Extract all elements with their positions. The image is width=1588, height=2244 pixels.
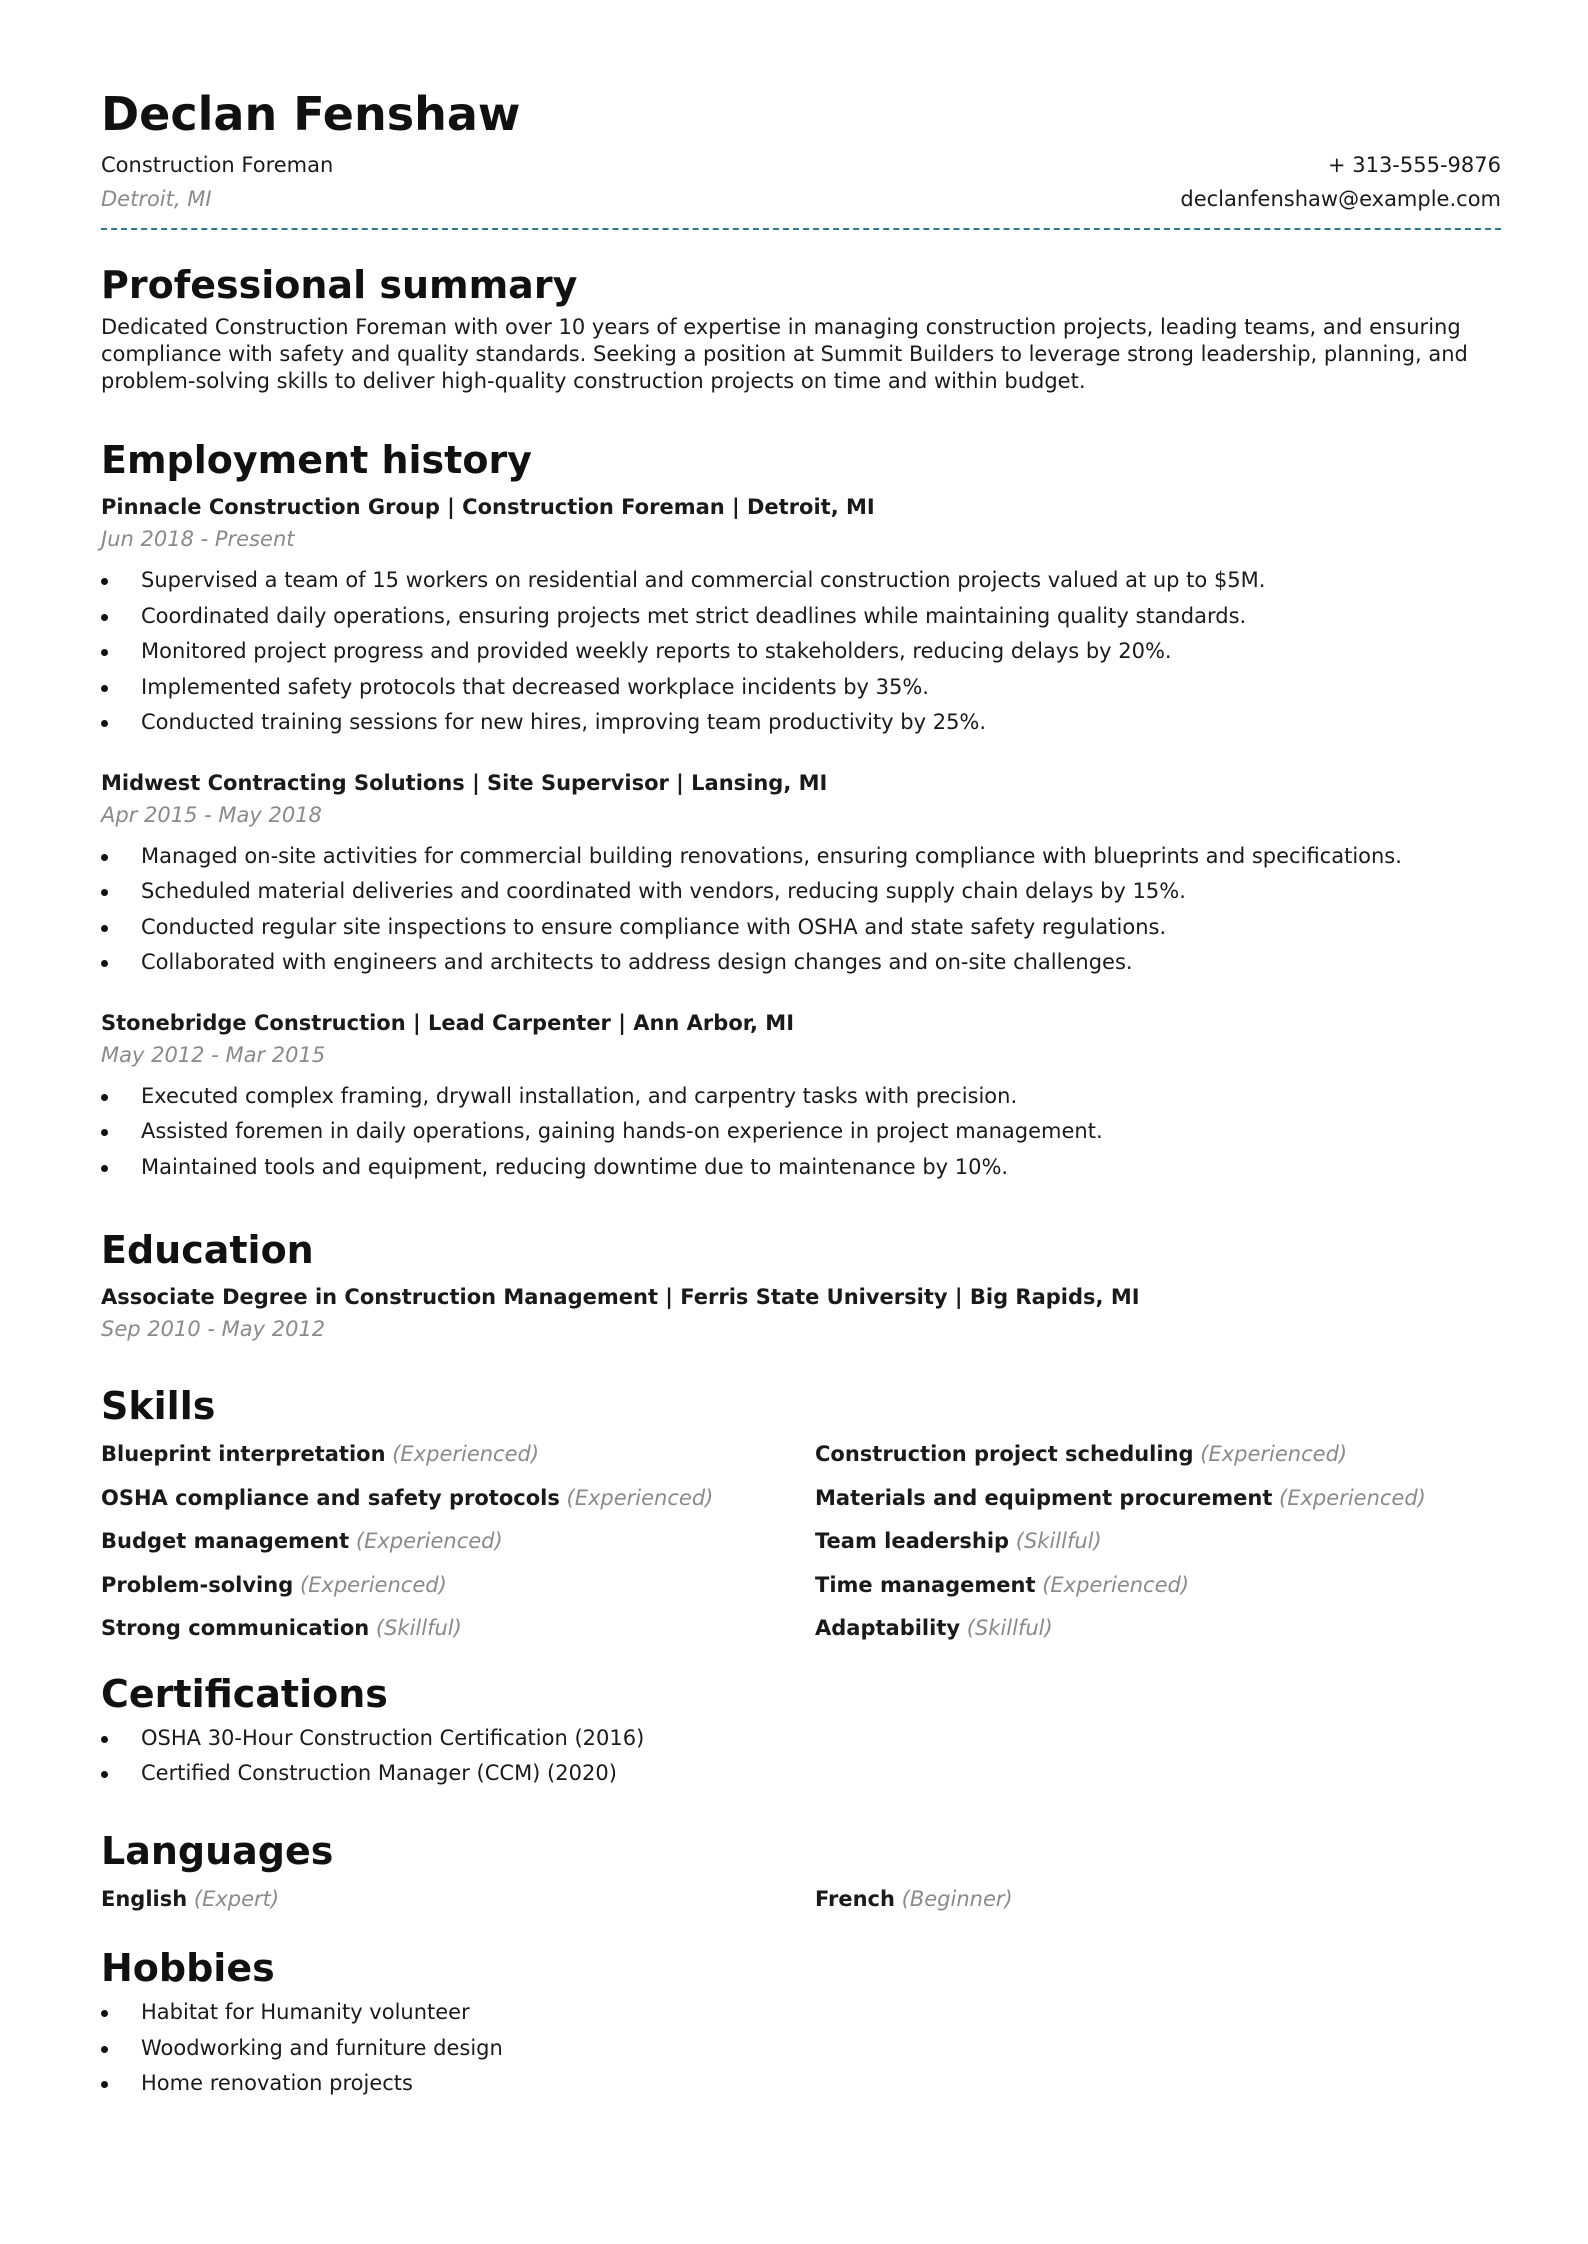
skill-level: (Experienced) [1279,1485,1426,1510]
language-name: French [815,1886,895,1911]
skill-item [101,1564,815,1608]
contact-row-2 [101,182,1501,216]
candidate-name: Declan Fenshaw [101,87,521,141]
summary-section [101,260,1501,395]
job-entry [101,491,1501,741]
skill-level: (Experienced) [1200,1442,1348,1466]
resume-header [101,82,1501,230]
language-level: (Expert) [193,1886,280,1911]
job-entry-title: Pinnacle Construction Group | Construction Foreman | Detroit, MI [101,495,875,519]
skill-name: Budget management [101,1529,350,1553]
skill-item [815,1477,1501,1521]
skill-level: (Skillful) [1015,1529,1102,1553]
certifications-list [101,1721,1501,1792]
skill-level: (Experienced) [355,1529,503,1553]
skill-item [101,1477,815,1521]
bullet-item: Assisted foremen in daily operations, gaining hands-on experience in project management. [101,1114,1501,1150]
language-item [815,1878,1501,1922]
education-section [101,1225,1501,1345]
bullet-item: Supervised a team of 15 workers on residential and commercial construction projects valued at up to $5M. [101,563,1501,599]
bullet-item: Conducted regular site inspections to ensure compliance with OSHA and state safety regulations. [101,910,1501,946]
summary-text: Dedicated Construction Foreman with over 10 years of expertise in managing construction projects, leading teams, and ensuring compliance with safety and quality standards. Seeking a position at Summit Builders to leverage strong leadership, planning, and problem-solving skills to deliver high-quality construction projects on time and within budget. [101,315,1468,393]
skills-section [101,1381,1501,1651]
job-entry-dates: Apr 2015 - May 2018 [101,802,322,827]
hobby-item: Home renovation projects [101,2066,1501,2102]
bullet-item: Monitored project progress and provided weekly reports to stakeholders, reducing delays by 20%. [101,634,1501,670]
skill-name: Adaptability [815,1616,961,1640]
job-bullets [101,1079,1501,1186]
employment-heading: Employment history [101,438,532,482]
skill-level: (Experienced) [566,1485,714,1510]
header-divider [101,228,1501,230]
skill-item [815,1564,1501,1608]
job-title: Construction Foreman [101,153,334,177]
skill-level: (Experienced) [392,1442,540,1466]
languages-grid [101,1878,1501,1922]
bullet-item: Conducted training sessions for new hires, improving team productivity by 25%. [101,705,1501,741]
job-entry [101,1007,1501,1186]
skill-level: (Experienced) [299,1572,447,1597]
languages-heading: Languages [101,1828,334,1873]
contact-block [101,148,1501,216]
hobby-item: Habitat for Humanity volunteer [101,1995,1501,2031]
skill-name: OSHA compliance and safety protocols [101,1485,560,1510]
bullet-item: Collaborated with engineers and architects to address design changes and on-site challenges. [101,945,1501,981]
hobby-item: Woodworking and furniture design [101,2031,1501,2067]
skill-item [815,1433,1501,1477]
bullet-item: Implemented safety protocols that decreased workplace incidents by 35%. [101,670,1501,706]
job-bullets [101,563,1501,741]
bullet-item: Executed complex framing, drywall installation, and carpentry tasks with precision. [101,1079,1501,1115]
skill-name: Time management [815,1572,1036,1597]
contact-row-1 [101,148,1501,182]
job-entry-dates: Jun 2018 - Present [101,527,295,551]
skill-name: Team leadership [815,1529,1010,1553]
skills-grid [101,1433,1501,1651]
language-level: (Beginner) [901,1886,1013,1911]
education-title: Associate Degree in Construction Management | Ferris State University | Big Rapids, MI [101,1285,1140,1309]
education-dates: Sep 2010 - May 2012 [101,1317,326,1341]
phone-number: + 313-555-9876 [1327,153,1501,177]
education-heading: Education [101,1228,314,1272]
skill-item [101,1433,815,1477]
languages-section [101,1826,1501,1922]
summary-heading: Professional summary [101,263,578,307]
skill-name: Materials and equipment procurement [815,1485,1273,1510]
job-entry-dates: May 2012 - Mar 2015 [101,1042,326,1067]
email-address: declanfenshaw@example.com [1180,187,1501,211]
skill-item [815,1520,1501,1564]
certification-item: OSHA 30-Hour Construction Certification (2016) [101,1721,1501,1757]
job-entry-title: Stonebridge Construction | Lead Carpenter | Ann Arbor, MI [101,1010,795,1035]
bullet-item: Coordinated daily operations, ensuring projects met strict deadlines while maintaining quality standards. [101,599,1501,635]
hobbies-heading: Hobbies [101,1946,275,1990]
employment-section [101,435,1501,1185]
skill-name: Problem-solving [101,1572,294,1597]
certifications-section [101,1669,1501,1792]
certifications-heading: Certifications [101,1671,388,1716]
bullet-item: Scheduled material deliveries and coordinated with vendors, reducing supply chain delays by 15%. [101,874,1501,910]
skill-name: Blueprint interpretation [101,1442,386,1466]
skills-heading: Skills [101,1384,216,1428]
skill-name: Construction project scheduling [815,1442,1194,1466]
skill-level: (Experienced) [1042,1572,1190,1597]
certification-item: Certified Construction Manager (CCM) (2020) [101,1756,1501,1792]
skill-name: Strong communication [101,1616,370,1640]
skill-level: (Skillful) [966,1616,1053,1640]
skill-item [101,1520,815,1564]
hobbies-section [101,1943,1501,2102]
location: Detroit, MI [101,187,212,211]
skill-item [815,1607,1501,1651]
bullet-item: Managed on-site activities for commercial building renovations, ensuring compliance with blueprints and specifications. [101,839,1501,875]
skill-level: (Skillful) [375,1616,462,1640]
job-entry [101,767,1501,981]
hobbies-list [101,1995,1501,2102]
skill-item [101,1607,815,1651]
bullet-item: Maintained tools and equipment, reducing downtime due to maintenance by 10%. [101,1150,1501,1186]
language-item [101,1878,815,1922]
job-entry-title: Midwest Contracting Solutions | Site Supervisor | Lansing, MI [101,770,828,795]
language-name: English [101,1886,188,1911]
job-bullets [101,839,1501,981]
